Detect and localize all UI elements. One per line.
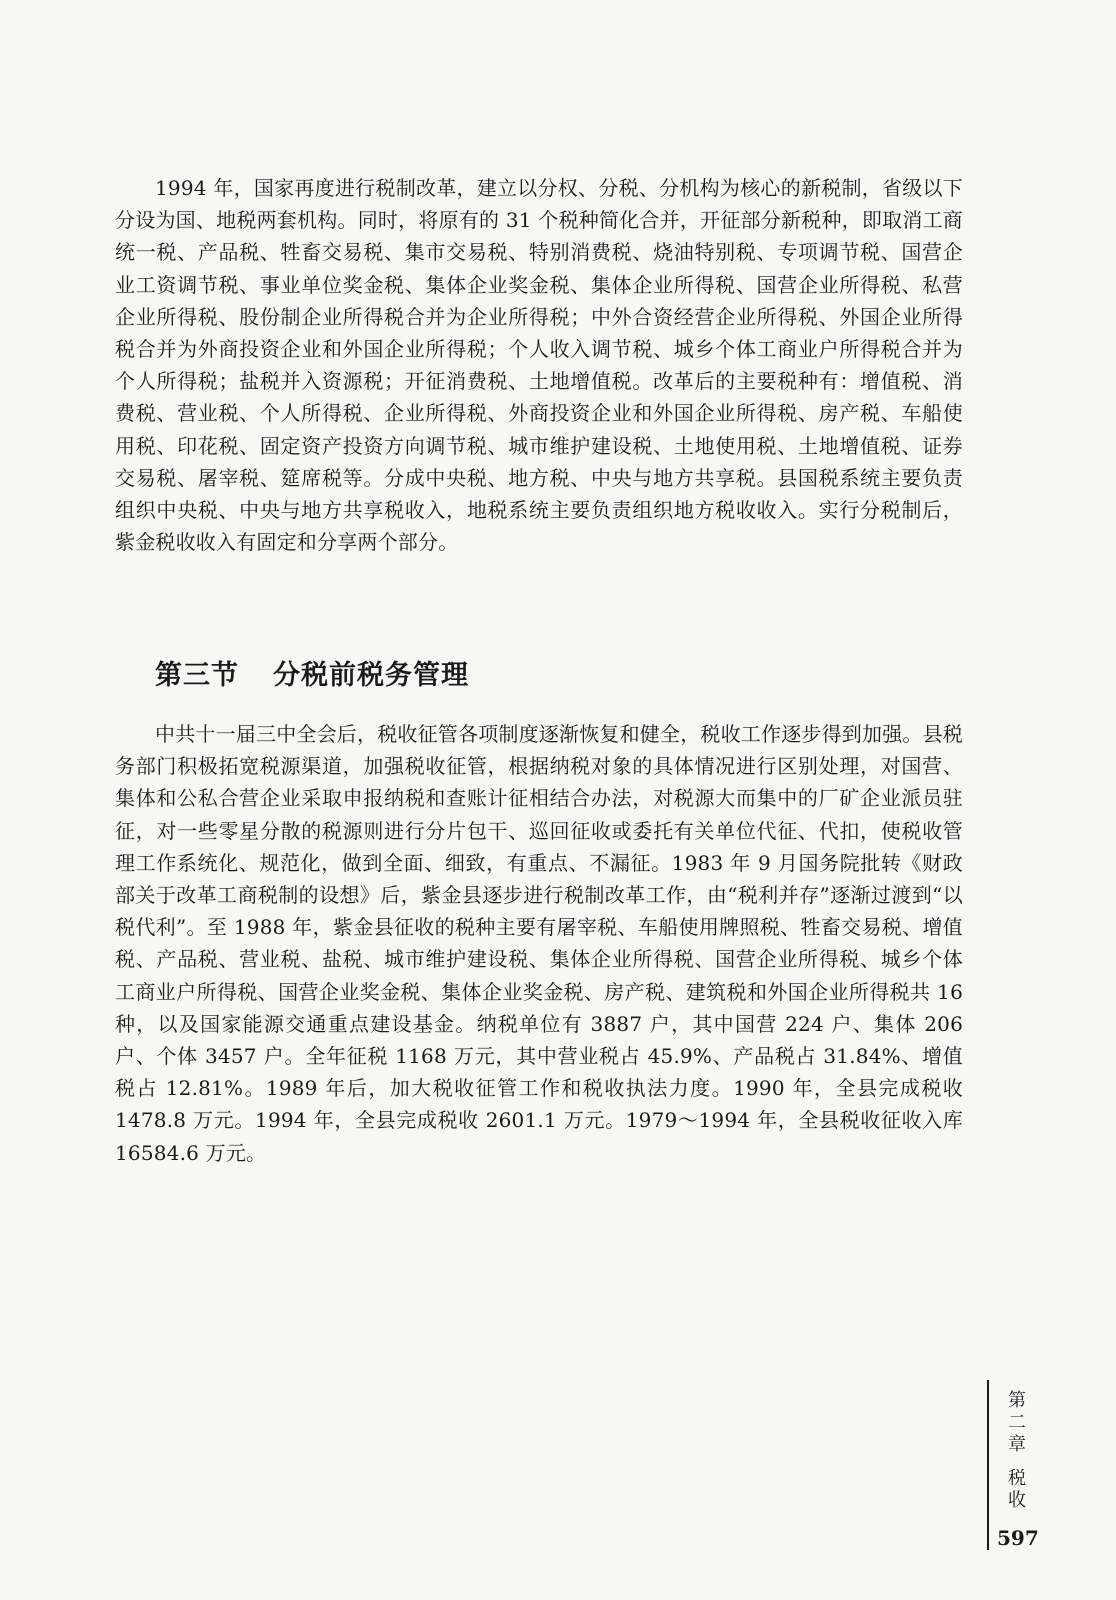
footer-vertical-rule bbox=[987, 1380, 989, 1550]
section-number: 第三节 bbox=[155, 660, 239, 691]
running-head-section: 税收 bbox=[1008, 1468, 1026, 1511]
page-number: 597 bbox=[997, 1526, 1039, 1550]
running-head-chapter: 第二章 bbox=[1008, 1390, 1026, 1455]
section-heading bbox=[155, 656, 469, 696]
section-title: 分税前税务管理 bbox=[273, 660, 469, 691]
body-paragraph-1: 1994 年，国家再度进行税制改革，建立以分权、分税、分机构为核心的新税制，省级以下分设为国、地税两套机构。同时，将原有的 31 个税种简化合并，开征部分新税种，即取消工商统一税、产品税、牲畜交易税、集市交易税、特别消费税、烧油特别税、专项调节税、国营企业工资调节税、事业单位奖金税、集体企业奖金税、集体企业所得税、国营企业所得税、私营企业所得税、股份制企业所得税合并为企业所得税；中外合资经营企业所得税、外国企业所得税合并为外商投资企业和外国企业所得税；个人收入调节税、城乡个体工商业户所得税合并为个人所得税；盐税并入资源税；开征消费税、土地增值税。改革后的主要税种有：增值税、消费税、营业税、个人所得税、企业所得税、外商投资企业和外国企业所得税、房产税、车船使用税、印花税、固定资产投资方向调节税、城市维护建设税、土地使用税、土地增值税、证券交易税、屠宰税、筵席税等。分成中央税、地方税、中央与地方共享税。县国税系统主要负责组织中央税、中央与地方共享税收入，地税系统主要负责组织地方税收收入。实行分税制后，紫金税收收入有固定和分享两个部分。 bbox=[115, 176, 963, 555]
body-paragraph-2: 中共十一届三中全会后，税收征管各项制度逐渐恢复和健全，税收工作逐步得到加强。县税务部门积极拓宽税源渠道，加强税收征管，根据纳税对象的具体情况进行区别处理，对国营、集体和公私合营企业采取申报纳税和查账计征相结合办法，对税源大而集中的厂矿企业派员驻征，对一些零星分散的税源则进行分片包干、巡回征收或委托有关单位代征、代扣，使税收管理工作系统化、规范化，做到全面、细致，有重点、不漏征。1983 年 9 月国务院批转《财政部关于改革工商税制的设想》后，紫金县逐步进行税制改革工作，由“税利并存”逐渐过渡到“以税代利”。至 1988 年，紫金县征收的税种主要有屠宰税、车船使用牌照税、牲畜交易税、增值税、产品税、营业税、盐税、城市维护建设税、集体企业所得税、国营企业所得税、城乡个体工商业户所得税、国营企业奖金税、集体企业奖金税、房产税、建筑税和外国企业所得税共 16 种，以及国家能源交通重点建设基金。纳税单位有 3887 户，其中国营 224 户、集体 206 户、个体 3457 户。全年征税 1168 万元，其中营业税占 45.9%、产品税占 31.84%、增值税占 12.81%。1989 年后，加大税收征管工作和税收执法力度。1990 年，全县完成税收 1478.8 万元。1994 年，全县完成税收 2601.1 万元。1979～1994 年，全县税收征收入库 16584.6 万元。 bbox=[115, 722, 963, 1165]
